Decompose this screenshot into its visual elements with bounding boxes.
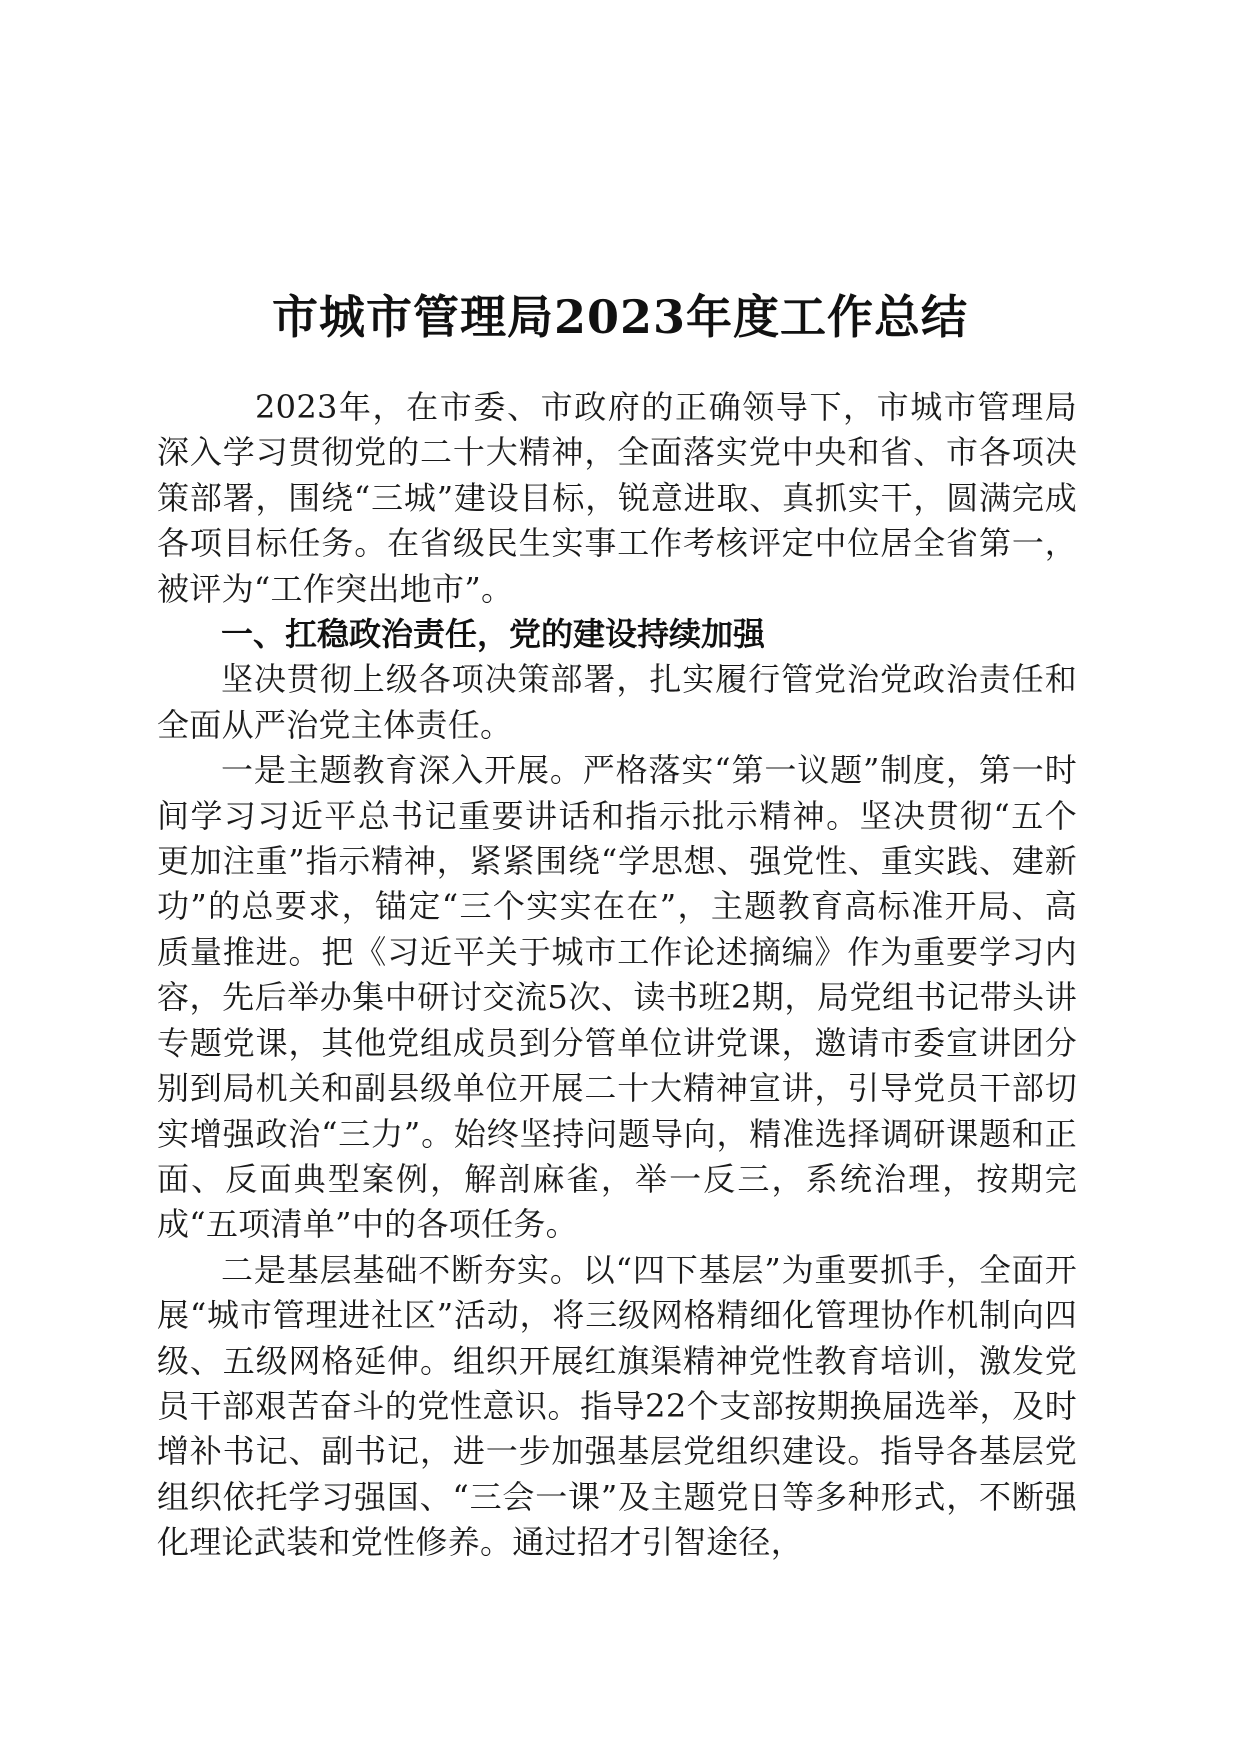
document-title: 市城市管理局2023年度工作总结 — [271, 289, 969, 344]
intro-paragraph: 2023年，在市委、市政府的正确领导下，市城市管理局深入学习贯彻党的二十大精神，全面落实党中央和省、市各项决策部署，围绕“三城”建设目标，锐意进取、真抓实干，圆满完成各项目标任务。在省级民生实事工作考核评定中位居全省第一，被评为“工作突出地市”。 — [157, 388, 1077, 608]
grassroots-paragraph: 二是基层基础不断夯实。以“四下基层”为重要抓手，全面开展“城市管理进社区”活动，将三级网格精细化管理协作机制向四级、五级网格延伸。组织开展红旗渠精神党性教育培训，激发党员干部艰苦奋斗的党性意识。指导22个支部按期换届选举，及时增补书记、副书记，进一步加强基层党组织建设。指导各基层党组织依托学习强国、“三会一课”及主题党日等多种形式，不断强化理论武装和党性修养。通过招才引智途径， — [157, 1250, 1077, 1562]
section-1-lead-paragraph: 坚决贯彻上级各项决策部署，扎实履行管党治党政治责任和全面从严治党主体责任。 — [157, 660, 1077, 744]
document-body — [157, 385, 1077, 1566]
section-heading-1: 一、扛稳政治责任，党的建设持续加强 — [221, 615, 766, 654]
theme-education-paragraph: 一是主题教育深入开展。严格落实“第一议题”制度，第一时间学习习近平总书记重要讲话和指示批示精神。坚决贯彻“五个更加注重”指示精神，紧紧围绕“学思想、强党性、重实践、建新功”的总要求，锚定“三个实实在在”，主题教育高标准开局、高质量推进。把《习近平关于城市工作论述摘编》作为重要学习内容，先后举办集中研讨交流5次、读书班2期，局党组书记带头讲专题党课，其他党组成员到分管单位讲党课，邀请市委宣讲团分别到局机关和副县级单位开展二十大精神宣讲，引导党员干部切实增强政治“三力”。始终坚持问题导向，精准选择调研课题和正面、反面典型案例，解剖麻雀，举一反三，系统治理，按期完成“五项清单”中的各项任务。 — [157, 751, 1077, 1244]
